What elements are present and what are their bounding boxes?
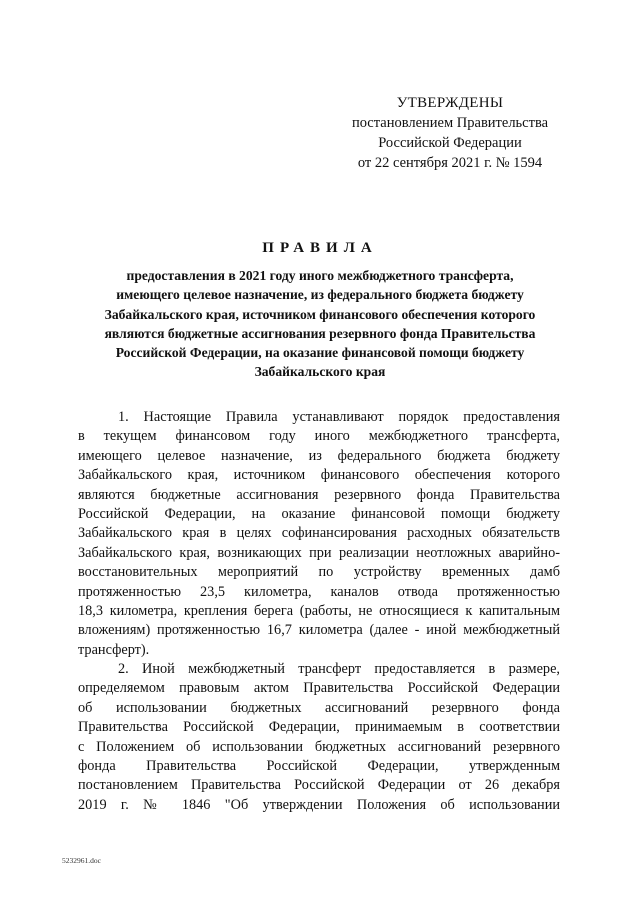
body-line: Забайкальского края, источником финансового обеспечения которого (78, 467, 560, 484)
body-line: постановлением Правительства Российской Федерации от 26 декабря (78, 777, 560, 794)
subtitle-line: Забайкальского края (254, 364, 386, 380)
body-line: Правительства Российской Федерации, принимаемым в соответствии (78, 719, 560, 736)
subtitle-line: Российской Федерации, на оказание финансовой помощи бюджету (115, 345, 525, 361)
body-line: являются бюджетные ассигнования резервного фонда Правительства (78, 486, 560, 503)
body-line: Забайкальского края, возникающих при реализации неотложных аварийно- (78, 544, 560, 561)
body-line: 2. Иной межбюджетный трансферт предоставляется в размере, (118, 661, 560, 678)
approval-line: постановлением Правительства (351, 115, 549, 131)
subtitle-line: являются бюджетные ассигнования резервного фонда Правительства (104, 325, 536, 341)
body-line: фонда Правительства Российской Федерации, утвержденным (78, 758, 560, 775)
body-line: Российской Федерации, на оказание финансовой помощи бюджету (78, 505, 560, 522)
body-line: определяемом правовым актом Правительства Российской Федерации (78, 680, 560, 697)
paragraph-2 (78, 660, 560, 815)
body-line: в текущем финансовом году иного межбюджетного трансферта, (78, 428, 560, 445)
approval-line: Российской Федерации (378, 135, 522, 151)
body-line: 2019 г. № 1846 "Об утверждении Положения об использовании (78, 796, 560, 813)
document-subtitle (70, 266, 570, 382)
body-line: протяженностью 23,5 километра, каналов отвода протяженностью (78, 583, 560, 600)
body-line: трансферт). (78, 641, 150, 658)
body-line: восстановительных мероприятий по устройству временных дамб (78, 564, 560, 581)
body-line: имеющего целевое назначение, из федерального бюджета бюджету (78, 447, 560, 464)
subtitle-line: Забайкальского края, источником финансового обеспечения которого (104, 306, 536, 322)
body-line: 1. Настоящие Правила устанавливают порядок предоставления (118, 409, 560, 425)
approval-date-line: от 22 сентября 2021 г. № 1594 (357, 155, 543, 171)
subtitle-line: имеющего целевое назначение, из федерального бюджета бюджету (116, 287, 524, 303)
body-line: с Положением об использовании бюджетных ассигнований резервного (78, 738, 560, 755)
file-name-footer: 5232961.doc (62, 856, 101, 865)
body-line: об использовании бюджетных ассигнований резервного фонда (78, 699, 560, 716)
body-line: вложениям) протяженностью 16,7 километра (далее - иной межбюджетный (78, 622, 560, 639)
body-line: 18,3 километра, крепления берега (работы, не относящиеся к капитальным (78, 602, 560, 619)
subtitle-line: предоставления в 2021 году иного межбюджетного трансферта, (126, 268, 514, 283)
document-title: ПРАВИЛА (262, 240, 378, 256)
approval-heading: УТВЕРЖДЕНЫ (396, 95, 504, 111)
body-line: Забайкальского края в целях софинансирования расходных обязательств (78, 525, 560, 542)
document-body (78, 408, 560, 815)
paragraph-1 (78, 408, 560, 660)
approval-block (335, 93, 565, 173)
